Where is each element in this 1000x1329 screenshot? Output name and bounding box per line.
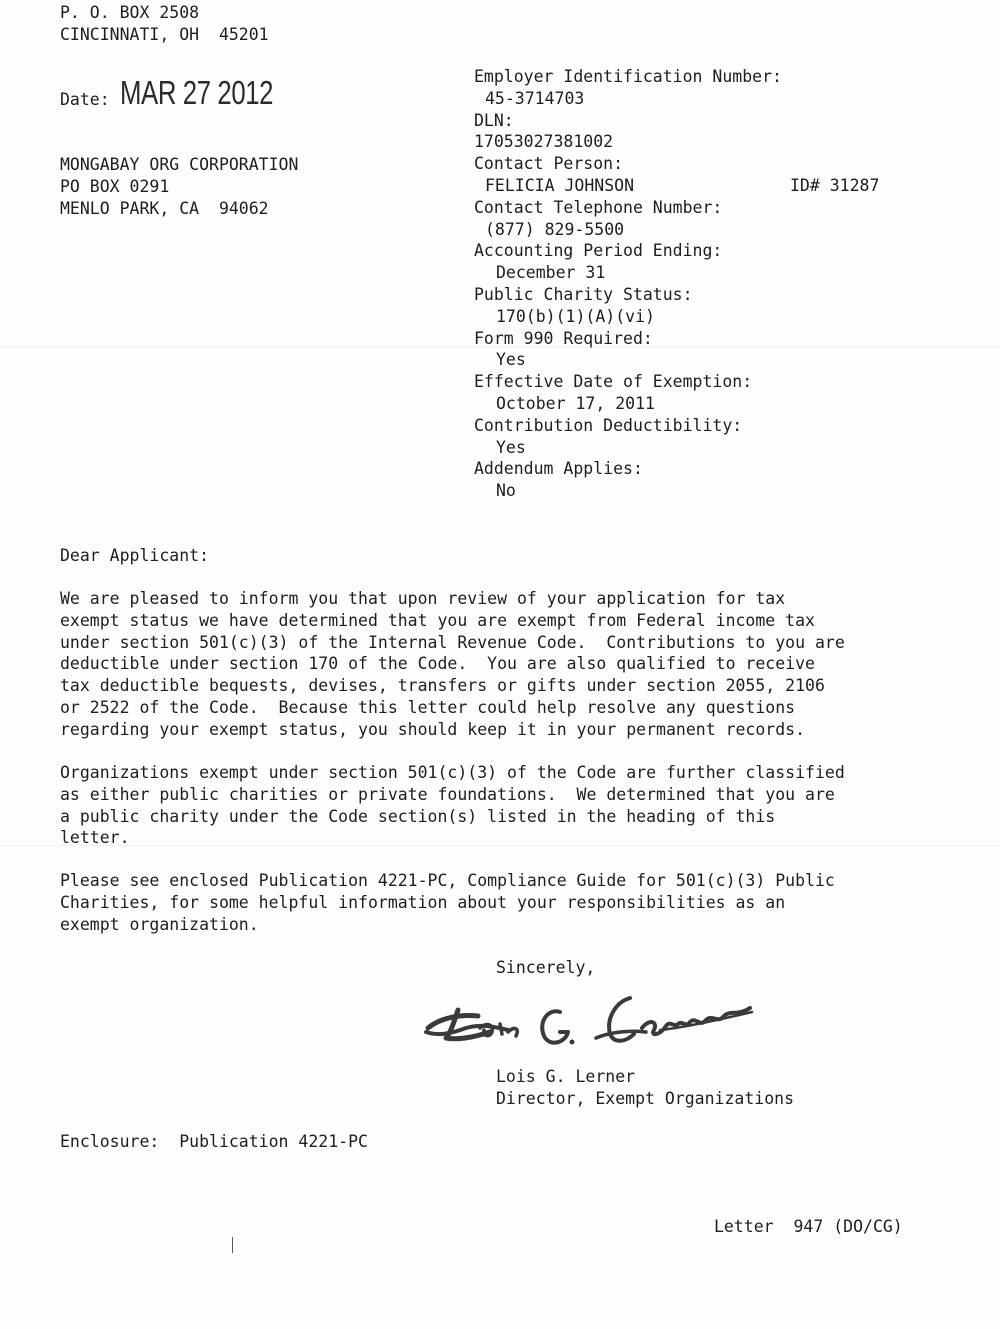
body-paragraph-3: [60, 870, 835, 935]
charity-label: Public Charity Status:: [474, 284, 693, 304]
contact-id: ID# 31287: [790, 176, 880, 195]
paragraph-line: deductible under section 170 of the Code. You are also qualified to receive: [60, 654, 815, 674]
contact-label: Contact Person:: [474, 154, 624, 174]
details-block: [474, 66, 782, 502]
phone-value: (877) 829-5500: [485, 219, 625, 239]
dln-value: 17053027381002: [474, 132, 614, 152]
paragraph-line: Please see enclosed Publication 4221-PC, Compliance Guide for 501(c)(3) Public: [60, 871, 835, 890]
contact-value: FELICIA JOHNSON: [485, 175, 635, 195]
addendum-value: No: [496, 481, 516, 501]
period-label: Accounting Period Ending:: [474, 241, 723, 261]
paragraph-line: Organizations exempt under section 501(c)(3) of the Code are further classified: [60, 763, 845, 782]
paragraph-line: We are pleased to inform you that upon review of your application for tax: [60, 589, 786, 608]
charity-value: 170(b)(1)(A)(vi): [496, 306, 655, 326]
signer-block: [496, 1066, 794, 1110]
letter-form-id: Letter 947 (DO/CG): [714, 1217, 903, 1236]
effective-date-label: Effective Date of Exemption:: [474, 372, 753, 392]
deductibility-value: Yes: [496, 437, 526, 457]
recipient-line-3: MENLO PARK, CA 94062: [60, 198, 269, 218]
signer-title: Director, Exempt Organizations: [496, 1088, 795, 1108]
paragraph-line: as either public charities or private foundations. We determined that you are: [60, 784, 835, 804]
paragraph-line: a public charity under the Code section(s) listed in the heading of this: [60, 806, 776, 826]
handwritten-signature: [420, 988, 760, 1068]
date-stamp: MAR 27 2012: [120, 74, 274, 111]
recipient-line-1: MONGABAY ORG CORPORATION: [60, 155, 299, 174]
effective-date-value: October 17, 2011: [496, 393, 655, 413]
date-label: Date:: [60, 90, 110, 109]
salutation: Dear Applicant:: [60, 546, 210, 565]
sender-line-1: P. O. BOX 2508: [60, 3, 200, 22]
closing: Sincerely,: [496, 958, 596, 977]
recipient-address: [60, 154, 298, 219]
form990-value: Yes: [496, 350, 526, 370]
paragraph-line: exempt organization.: [60, 914, 259, 934]
phone-label: Contact Telephone Number:: [474, 197, 723, 217]
paragraph-line: Charities, for some helpful information about your responsibilities as an: [60, 892, 786, 912]
dln-label: DLN:: [474, 110, 514, 130]
enclosure-line: Enclosure: Publication 4221-PC: [60, 1132, 368, 1151]
sender-address: [60, 2, 269, 46]
addendum-label: Addendum Applies:: [474, 459, 643, 479]
paragraph-line: exempt status we have determined that you are exempt from Federal income tax: [60, 610, 815, 630]
deductibility-label: Contribution Deductibility:: [474, 415, 743, 435]
body-paragraph-1: [60, 588, 845, 741]
paragraph-line: regarding your exempt status, you should keep it in your permanent records.: [60, 719, 806, 739]
scan-mark: [232, 1237, 233, 1253]
recipient-line-2: PO BOX 0291: [60, 176, 170, 196]
paragraph-line: letter.: [60, 828, 130, 848]
form990-label: Form 990 Required:: [474, 328, 653, 348]
paragraph-line: under section 501(c)(3) of the Internal Revenue Code. Contributions to you are: [60, 632, 845, 652]
ein-value: 45-3714703: [485, 88, 585, 108]
period-value: December 31: [496, 263, 606, 283]
paragraph-line: tax deductible bequests, devises, transfers or gifts under section 2055, 2106: [60, 676, 825, 696]
paragraph-line: or 2522 of the Code. Because this letter could help resolve any questions: [60, 697, 796, 717]
body-paragraph-2: [60, 762, 845, 849]
sender-line-2: CINCINNATI, OH 45201: [60, 24, 269, 44]
ein-label: Employer Identification Number:: [474, 67, 782, 86]
signer-name: Lois G. Lerner: [496, 1067, 636, 1086]
